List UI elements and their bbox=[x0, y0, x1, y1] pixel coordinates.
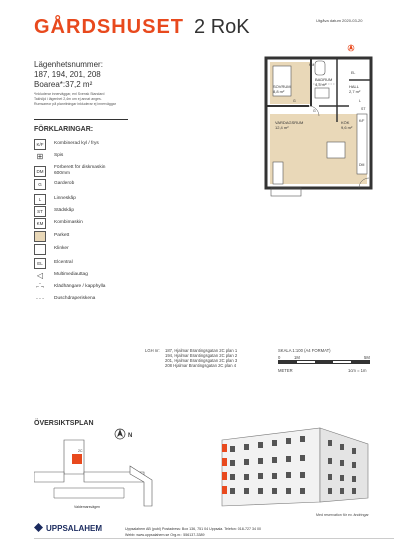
unit-nr: 208 bbox=[165, 363, 172, 368]
north-arrow-icon bbox=[115, 429, 125, 439]
unit-floor: plan 3 bbox=[225, 358, 238, 363]
house-label: 2C bbox=[78, 449, 83, 453]
parquet-swatch-icon bbox=[34, 231, 46, 242]
legend-text: Duschdraperiskena bbox=[54, 296, 96, 302]
logo bbox=[34, 523, 102, 533]
unit-row bbox=[165, 363, 236, 368]
legend-item bbox=[34, 269, 144, 281]
legend-text: Multimediauttag bbox=[54, 272, 88, 278]
room-name: VARDAGSRUM bbox=[275, 120, 304, 125]
shower-rail-icon: - - - bbox=[34, 294, 46, 305]
highlighted-unit bbox=[72, 454, 82, 464]
footer-divider bbox=[34, 538, 394, 539]
fixture-label: G bbox=[293, 99, 296, 103]
linen-cupboard-icon: L bbox=[34, 194, 46, 205]
overview-title: ÖVERSIKTSPLAN bbox=[34, 420, 94, 427]
unit-nr: 194, bbox=[165, 353, 174, 358]
legend-item bbox=[34, 138, 144, 150]
legend-text: Klädhängare / kapphylla bbox=[54, 284, 106, 290]
legend-item bbox=[34, 205, 144, 217]
unit-floor: plan 2 bbox=[225, 353, 238, 358]
note-line: Takhöjd i lägenhet 2,4m om ej annat anges. bbox=[34, 97, 102, 101]
fixture-label: L bbox=[359, 99, 361, 103]
site-plan bbox=[34, 426, 204, 516]
scale-mid: 1M bbox=[294, 355, 300, 360]
scale-end: 5M bbox=[364, 355, 370, 360]
room-area: 9,6 m² bbox=[341, 125, 353, 130]
building-block bbox=[54, 488, 124, 498]
legend-text: Klinker bbox=[54, 246, 69, 252]
toilet-icon bbox=[315, 61, 325, 75]
fixture-label: K/F bbox=[359, 119, 365, 123]
reservation-note: Med reservation för ev. ändringar bbox=[316, 513, 369, 517]
legend-item bbox=[34, 230, 144, 242]
legend-text: Spis bbox=[54, 153, 64, 159]
footer-web: Webb: www.uppsalahem.se Org.nr.: 556137-3389 bbox=[125, 533, 205, 537]
legend-item bbox=[34, 178, 144, 190]
room-name: HALL bbox=[349, 84, 360, 89]
legend-item bbox=[34, 193, 144, 205]
footer-address: Uppsalahem AB (publ) Postadress: Box 136, 751 04 Uppsala. Telefon: 018-727 34 00 bbox=[125, 527, 261, 531]
room-name: SOVRUM bbox=[273, 84, 291, 89]
legend-text: Garderob bbox=[54, 181, 75, 187]
legend-text: Linneskåp bbox=[54, 196, 76, 202]
room-area: 8,8 m² bbox=[273, 89, 285, 94]
fridge-freezer-icon: K/F bbox=[34, 139, 46, 150]
legend-item bbox=[34, 217, 144, 229]
logo-text: UPPSALAHEM bbox=[46, 524, 103, 533]
fixture-label: ST bbox=[361, 107, 366, 111]
sofa bbox=[273, 162, 283, 184]
dishwasher-icon: DM bbox=[34, 166, 46, 177]
legend-item bbox=[34, 281, 144, 293]
room-area: 2,7 m² bbox=[349, 89, 361, 94]
cleaning-cupboard-icon: ST bbox=[34, 206, 46, 217]
building-block bbox=[34, 472, 144, 482]
electrical-panel-icon: EL bbox=[34, 258, 46, 269]
room-count: 2 RoK bbox=[194, 16, 250, 38]
legend-text: Kombimaskin bbox=[54, 220, 83, 226]
room-name: KÖK bbox=[341, 120, 350, 125]
legend-text: Kombinerad kyl / frys bbox=[54, 141, 99, 147]
divider bbox=[34, 119, 128, 120]
floor-plan bbox=[251, 44, 377, 224]
legend-text: Förberett för diskmaskin 600mm bbox=[54, 165, 106, 176]
scale-unit: METER bbox=[278, 368, 293, 373]
combi-machine-icon: KM bbox=[34, 218, 46, 229]
scale-zero: 0 bbox=[278, 355, 281, 360]
unit-floor: plan 4 bbox=[224, 363, 237, 368]
legend-item bbox=[34, 164, 144, 178]
legend-item bbox=[34, 243, 144, 255]
multimedia-outlet-icon: ◁ bbox=[34, 270, 46, 281]
legend-item bbox=[34, 150, 144, 162]
north-label: N bbox=[128, 433, 133, 439]
living-area: Boarea*:37,2 m² bbox=[34, 80, 93, 89]
scale-bar bbox=[278, 360, 370, 364]
coat-rack-icon: ⌐‾¬ bbox=[34, 282, 46, 293]
stove-icon: ⊞ bbox=[34, 151, 46, 162]
legend-text: Parkett bbox=[54, 233, 70, 239]
logo-icon bbox=[34, 523, 43, 532]
legend-title: FÖRKLARINGAR: bbox=[34, 126, 94, 133]
page-title bbox=[34, 16, 250, 39]
fixture-label: EL bbox=[351, 71, 356, 75]
north-arrow-icon bbox=[348, 44, 354, 51]
fixture-label: G bbox=[313, 109, 316, 113]
room-area: 4,3 m² bbox=[315, 82, 327, 87]
apartment-number-label: Lägenhetsnummer: bbox=[34, 60, 103, 69]
fixture-label: DM bbox=[359, 163, 365, 167]
tile-swatch-icon bbox=[34, 244, 46, 255]
unit-nr: 187, bbox=[165, 348, 174, 353]
unit-floor: plan 1 bbox=[225, 348, 238, 353]
unit-nr: 201, bbox=[165, 358, 174, 363]
wardrobe-icon: G bbox=[34, 179, 46, 190]
apartment-numbers: 187, 194, 201, 208 bbox=[34, 70, 101, 79]
building-illustration bbox=[210, 422, 380, 512]
legend-text: Elcentral bbox=[54, 260, 73, 266]
unit-address: Hjalmar Brantingsgatan 2C bbox=[174, 353, 225, 358]
scale-ratio: 1cm = 1m bbox=[348, 368, 367, 373]
room-area: 12,4 m² bbox=[275, 125, 289, 130]
unit-address: Hjalmar Brantingsgatan 2C bbox=[173, 363, 224, 368]
street-label: Valdemarsvägen bbox=[74, 505, 101, 509]
fixture-label: KM bbox=[309, 63, 315, 67]
room-name: BADRUM bbox=[315, 77, 333, 82]
dining-table bbox=[327, 142, 345, 158]
legend-item bbox=[34, 257, 144, 269]
issue-date: Utgåva datum 2020-03-20 bbox=[316, 18, 363, 23]
note-line: *Inkluderar innerväggar, enl Svensk Standard bbox=[34, 92, 105, 96]
legend-text: Städskåp bbox=[54, 208, 75, 214]
scale-label: SKALA 1:100 (A4 FORMAT) bbox=[278, 348, 331, 353]
units-head: LGH nr: bbox=[145, 348, 160, 353]
unit-address: Hjalmar Brantingsgatan 2C bbox=[174, 358, 225, 363]
unit-address: Hjalmar Brantingsgatan 2C bbox=[174, 348, 225, 353]
note-line: Rumsareor på planritningar inkluderar ej innerväggar bbox=[34, 102, 116, 106]
legend-item bbox=[34, 293, 144, 305]
sink-icon bbox=[315, 88, 329, 98]
building-name: GÅRDSHUSET bbox=[34, 16, 185, 38]
